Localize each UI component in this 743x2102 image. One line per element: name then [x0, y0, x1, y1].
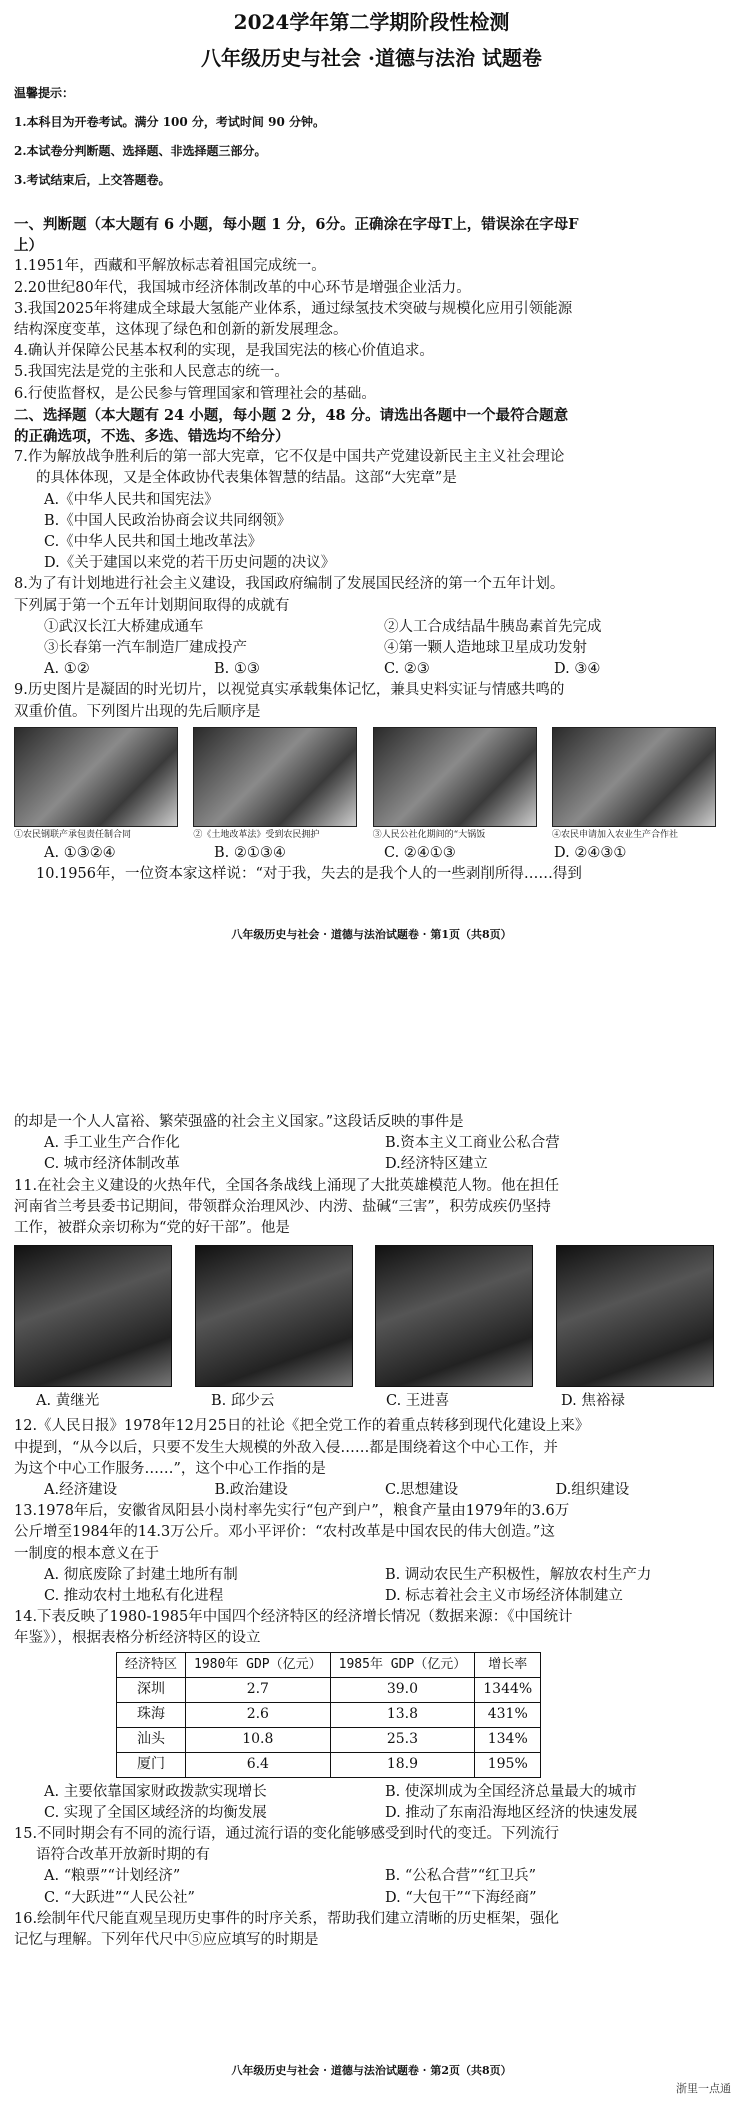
q9-stem: 9.历史图片是凝固的时光切片，以视觉真实承载集体记忆，兼具史料实证与情感共鸣的	[14, 682, 565, 699]
q13-options-row1	[14, 1565, 726, 1586]
q12-option-c: C.思想建设	[385, 1482, 459, 1499]
instruction-item: 1.本科目为开卷考试。满分 100 分，考试时间 90 分钟。	[14, 115, 325, 129]
page-footer: 八年级历史与社会 · 道德与法治试题卷 · 第2页（共8页）	[231, 2064, 512, 2077]
q8-stem-cont: 下列属于第一个五年计划期间取得的成就有	[14, 597, 290, 614]
q14-options-row2	[14, 1803, 726, 1824]
q13-option-d: D. 标志着社会主义市场经济体制建立	[385, 1588, 623, 1605]
q15-stem: 语符合改革开放新时期的有	[36, 1847, 210, 1864]
q8-item: ①武汉长江大桥建成通车	[44, 618, 204, 635]
judge-item: 6.行使监督权，是公民参与管理国家和管理社会的基础。	[14, 385, 376, 402]
q12-option-b: B.政治建设	[214, 1482, 288, 1499]
judge-item: 结构深度变革，这体现了绿色和创新的新发展理念。	[14, 322, 348, 339]
judge-item: 4.确认并保障公民基本权利的实现，是我国宪法的核心价值追求。	[14, 343, 434, 360]
table-cell: 深圳	[117, 1677, 186, 1702]
q10-option-a: A. 手工业生产合作化	[44, 1135, 180, 1152]
q14-options-row1	[14, 1782, 726, 1803]
q8-item: ②人工合成结晶牛胰岛素首先完成	[384, 618, 602, 635]
q10-option-b: B.资本主义工商业公私合营	[385, 1135, 560, 1152]
q7-option-d: D.《关于建国以来党的若干历史问题的决议》	[44, 555, 336, 572]
exam-subtitle: 八年级历史与社会 ·道德与法治 试题卷	[201, 46, 542, 70]
q9-photo	[373, 727, 535, 841]
table-cell: 2.6	[186, 1702, 331, 1727]
page1-body	[14, 214, 724, 885]
table-header: 经济特区	[117, 1652, 186, 1677]
q8-items-row1	[14, 617, 724, 638]
q8-option-a: A. ①②	[44, 661, 90, 678]
q9-stem-cont: 双重价值。下列图片出现的先后顺序是	[14, 703, 261, 720]
instruction-item: 3.考试结束后，上交答题卷。	[14, 173, 171, 187]
q15-option-d: D. “大包干”“下海经商”	[385, 1889, 537, 1906]
q12-options	[14, 1480, 726, 1501]
section2-header: 二、选择题（本大题有 24 小题，每小题 2 分，48 分。请选出各题中一个最符合题意	[14, 406, 569, 424]
table-cell: 25.3	[330, 1727, 475, 1752]
q12-stem: 为这个中心工作服务……”，这个中心工作指的是	[14, 1460, 326, 1477]
judge-item: 2.20世纪80年代，我国城市经济体制改革的中心环节是增强企业活力。	[14, 279, 471, 296]
table-row	[117, 1752, 541, 1777]
table-cell: 6.4	[186, 1752, 331, 1777]
section1-header: 一、判断题（本大题有 6 小题，每小题 1 分，6分。正确涂在字母T上，错误涂在字母F	[14, 216, 579, 233]
instructions	[14, 84, 724, 200]
exam-page-2	[0, 1110, 743, 2102]
q12-option-d: D.组织建设	[555, 1482, 630, 1499]
watermark: 浙里一点通	[676, 2082, 731, 2095]
photo-caption: ①农民钢联产承包责任制合同	[14, 829, 132, 840]
q9-photo	[193, 727, 355, 841]
table-row	[117, 1702, 541, 1727]
table-cell: 134%	[475, 1727, 541, 1752]
q7-option-a: A.《中华人民共和国宪法》	[44, 491, 219, 508]
judge-item: 3.我国2025年将建成全球最大氢能产业体系，通过绿氢技术突破与规模化应用引领能源	[14, 300, 573, 317]
q14-option-c: C. 实现了全国区域经济的均衡发展	[44, 1804, 267, 1821]
q16-stem: 16.绘制年代尺能直观呈现历史事件的时序关系，帮助我们建立清晰的历史框架，强化	[14, 1910, 560, 1927]
q9-option-b: B. ②①③④	[214, 844, 286, 861]
instructions-heading: 温馨提示：	[14, 86, 75, 100]
q13-option-b: B. 调动农民生产积极性，解放农村生产力	[385, 1566, 652, 1583]
table-cell: 195%	[475, 1752, 541, 1777]
table-cell: 18.9	[330, 1752, 475, 1777]
q7-stem: 7.作为解放战争胜利后的第一部大宪章，它不仅是中国共产党建设新民主主义社会理论	[14, 449, 565, 466]
table-cell: 汕头	[117, 1727, 186, 1752]
q13-stem: 一制度的根本意义在于	[14, 1545, 159, 1562]
q13-stem: 公斤增至1984年的14.3万公斤。邓小平评价：“农村改革是中国农民的伟大创造。”这	[14, 1524, 555, 1541]
q11-option-d: D. 焦裕禄	[561, 1393, 625, 1410]
q9-option-a: A. ①③②④	[44, 844, 116, 861]
q10-option-d: D.经济特区建立	[385, 1156, 488, 1173]
section2-header-cont: 的正确选项，不选、多选、错选均不给分）	[14, 428, 290, 446]
q11-option-a: A. 黄继光	[36, 1393, 100, 1410]
q8-items-row2	[14, 638, 724, 659]
q11-portraits	[14, 1245, 714, 1387]
q10-options-row2	[14, 1154, 726, 1175]
q8-item: ③长春第一汽车制造厂建成投产	[44, 640, 247, 657]
q11-stem: 河南省兰考县委书记期间，带领群众治理风沙、内涝、盐碱“三害”，积劳成疾仍坚持	[14, 1198, 551, 1215]
q10-option-c: C. 城市经济体制改革	[44, 1156, 180, 1173]
q9-photo-strip	[14, 727, 714, 841]
q7-option-c: C.《中华人民共和国土地改革法》	[44, 534, 263, 551]
judge-item: 1.1951年，西藏和平解放标志着祖国完成统一。	[14, 258, 326, 275]
q14-option-d: D. 推动了东南沿海地区经济的快速发展	[385, 1804, 638, 1821]
q12-option-a: A.经济建设	[44, 1482, 118, 1499]
q14-stem: 14.下表反映了1980-1985年中国四个经济特区的经济增长情况（数据来源：《中国统计	[14, 1609, 573, 1626]
historical-photo-2	[193, 727, 357, 827]
table-row	[117, 1727, 541, 1752]
q12-stem: 中提到，“从今以后，只要不发生大规模的外敌入侵……都是围绕着这个中心工作，并	[14, 1439, 558, 1456]
q9-photo	[552, 727, 714, 841]
photo-caption: ③人民公社化期间的“大锅饭	[372, 829, 486, 840]
table-cell: 厦门	[117, 1752, 186, 1777]
table-header: 1980年 GDP（亿元）	[186, 1652, 331, 1677]
q15-option-a: A. “粮票”“计划经济”	[44, 1868, 181, 1885]
q11-option-c: C. 王进喜	[386, 1393, 450, 1410]
q11-stem: 11.在社会主义建设的火热年代，全国各条战线上涌现了大批英雄模范人物。他在担任	[14, 1177, 560, 1194]
q10-stem: 10.1956年，一位资本家这样说：“对于我，失去的是我个人的一些剥削所得……得到	[36, 866, 582, 883]
portrait-photo-d	[556, 1245, 714, 1387]
table-header-row	[117, 1652, 541, 1677]
photo-caption: ④农民申请加入农业生产合作社	[551, 829, 678, 840]
q15-option-c: C. “大跃进”“人民公社”	[44, 1889, 195, 1906]
table-cell: 39.0	[330, 1677, 475, 1702]
q13-options-row2	[14, 1586, 726, 1607]
q13-option-c: C. 推动农村土地私有化进程	[44, 1588, 224, 1605]
table-header: 增长率	[475, 1652, 541, 1677]
historical-photo-4	[552, 727, 716, 827]
q14-option-b: B. 使深圳成为全国经济总量最大的城市	[385, 1783, 637, 1800]
instruction-item: 2.本试卷分判断题、选择题、非选择题三部分。	[14, 144, 267, 158]
q9-option-c: C. ②④①③	[384, 844, 456, 861]
q8-option-d: D. ③④	[554, 661, 601, 678]
page2-body	[14, 1112, 726, 1951]
portrait-photo-b	[195, 1245, 353, 1387]
table-cell: 2.7	[186, 1677, 331, 1702]
judge-item: 5.我国宪法是党的主张和人民意志的统一。	[14, 364, 289, 381]
q16-stem: 记忆与理解。下列年代尺中⑤应应填写的时期是	[14, 1932, 319, 1949]
section1-header-cont: 上）	[14, 237, 43, 255]
historical-photo-3	[373, 727, 537, 827]
table-header: 1985年 GDP（亿元）	[330, 1652, 475, 1677]
q13-option-a: A. 彻底废除了封建土地所有制	[44, 1566, 238, 1583]
q8-stem: 8.为了有计划地进行社会主义建设，我国政府编制了发展国民经济的第一个五年计划。	[14, 576, 565, 593]
portrait-photo-c	[375, 1245, 533, 1387]
q15-option-b: B. “公私合营”“红卫兵”	[385, 1868, 537, 1885]
q10-stem-cont: 的却是一个人人富裕、繁荣强盛的社会主义国家。”这段话反映的事件是	[14, 1114, 464, 1130]
photo-caption: ②《土地改革法》受到农民拥护	[193, 829, 320, 840]
q8-option-c: C. ②③	[384, 661, 430, 678]
q9-option-d: D. ②④③①	[554, 844, 627, 861]
table-cell: 珠海	[117, 1702, 186, 1727]
table-row	[117, 1677, 541, 1702]
table-cell: 431%	[475, 1702, 541, 1727]
q15-options-row1	[14, 1866, 726, 1887]
table-cell: 10.8	[186, 1727, 331, 1752]
q11-options	[14, 1391, 714, 1412]
q7-stem-cont: 的具体体现，又是全体政协代表集体智慧的结晶。这部“大宪章”是	[36, 470, 457, 487]
q15-stem: 15.不同时期会有不同的流行语，通过流行语的变化能够感受到时代的变迁。下列流行	[14, 1826, 560, 1843]
historical-photo-1	[14, 727, 178, 827]
q15-options-row2	[14, 1888, 726, 1909]
q14-stem: 年鉴》），根据表格分析经济特区的设立	[14, 1630, 261, 1647]
q12-stem: 12.《人民日报》1978年12月25日的社论《把全党工作的着重点转移到现代化建设上来》	[14, 1418, 590, 1435]
q11-option-b: B. 邱少云	[211, 1393, 275, 1410]
exam-page-1	[0, 0, 743, 945]
exam-title: 2024学年第二学期阶段性检测	[233, 10, 510, 34]
q10-options-row1	[14, 1133, 726, 1154]
q9-photo	[14, 727, 176, 841]
q7-option-b: B.《中国人民政治协商会议共同纲领》	[44, 512, 292, 529]
q8-item: ④第一颗人造地球卫星成功发射	[384, 640, 587, 657]
table-cell: 1344%	[475, 1677, 541, 1702]
q13-stem: 13.1978年后，安徽省凤阳县小岗村率先实行“包产到户”，粮食产量由1979年的3.6万	[14, 1503, 570, 1520]
q11-stem: 工作，被群众亲切称为“党的好干部”。他是	[14, 1220, 290, 1237]
q9-options	[14, 843, 724, 864]
q14-option-a: A. 主要依靠国家财政拨款实现增长	[44, 1783, 267, 1800]
q8-option-b: B. ①③	[214, 661, 260, 678]
sez-gdp-table	[116, 1652, 541, 1778]
page-footer: 八年级历史与社会 · 道德与法治试题卷 · 第1页（共8页）	[231, 928, 512, 941]
table-cell: 13.8	[330, 1702, 475, 1727]
portrait-photo-a	[14, 1245, 172, 1387]
q8-options	[14, 659, 724, 680]
